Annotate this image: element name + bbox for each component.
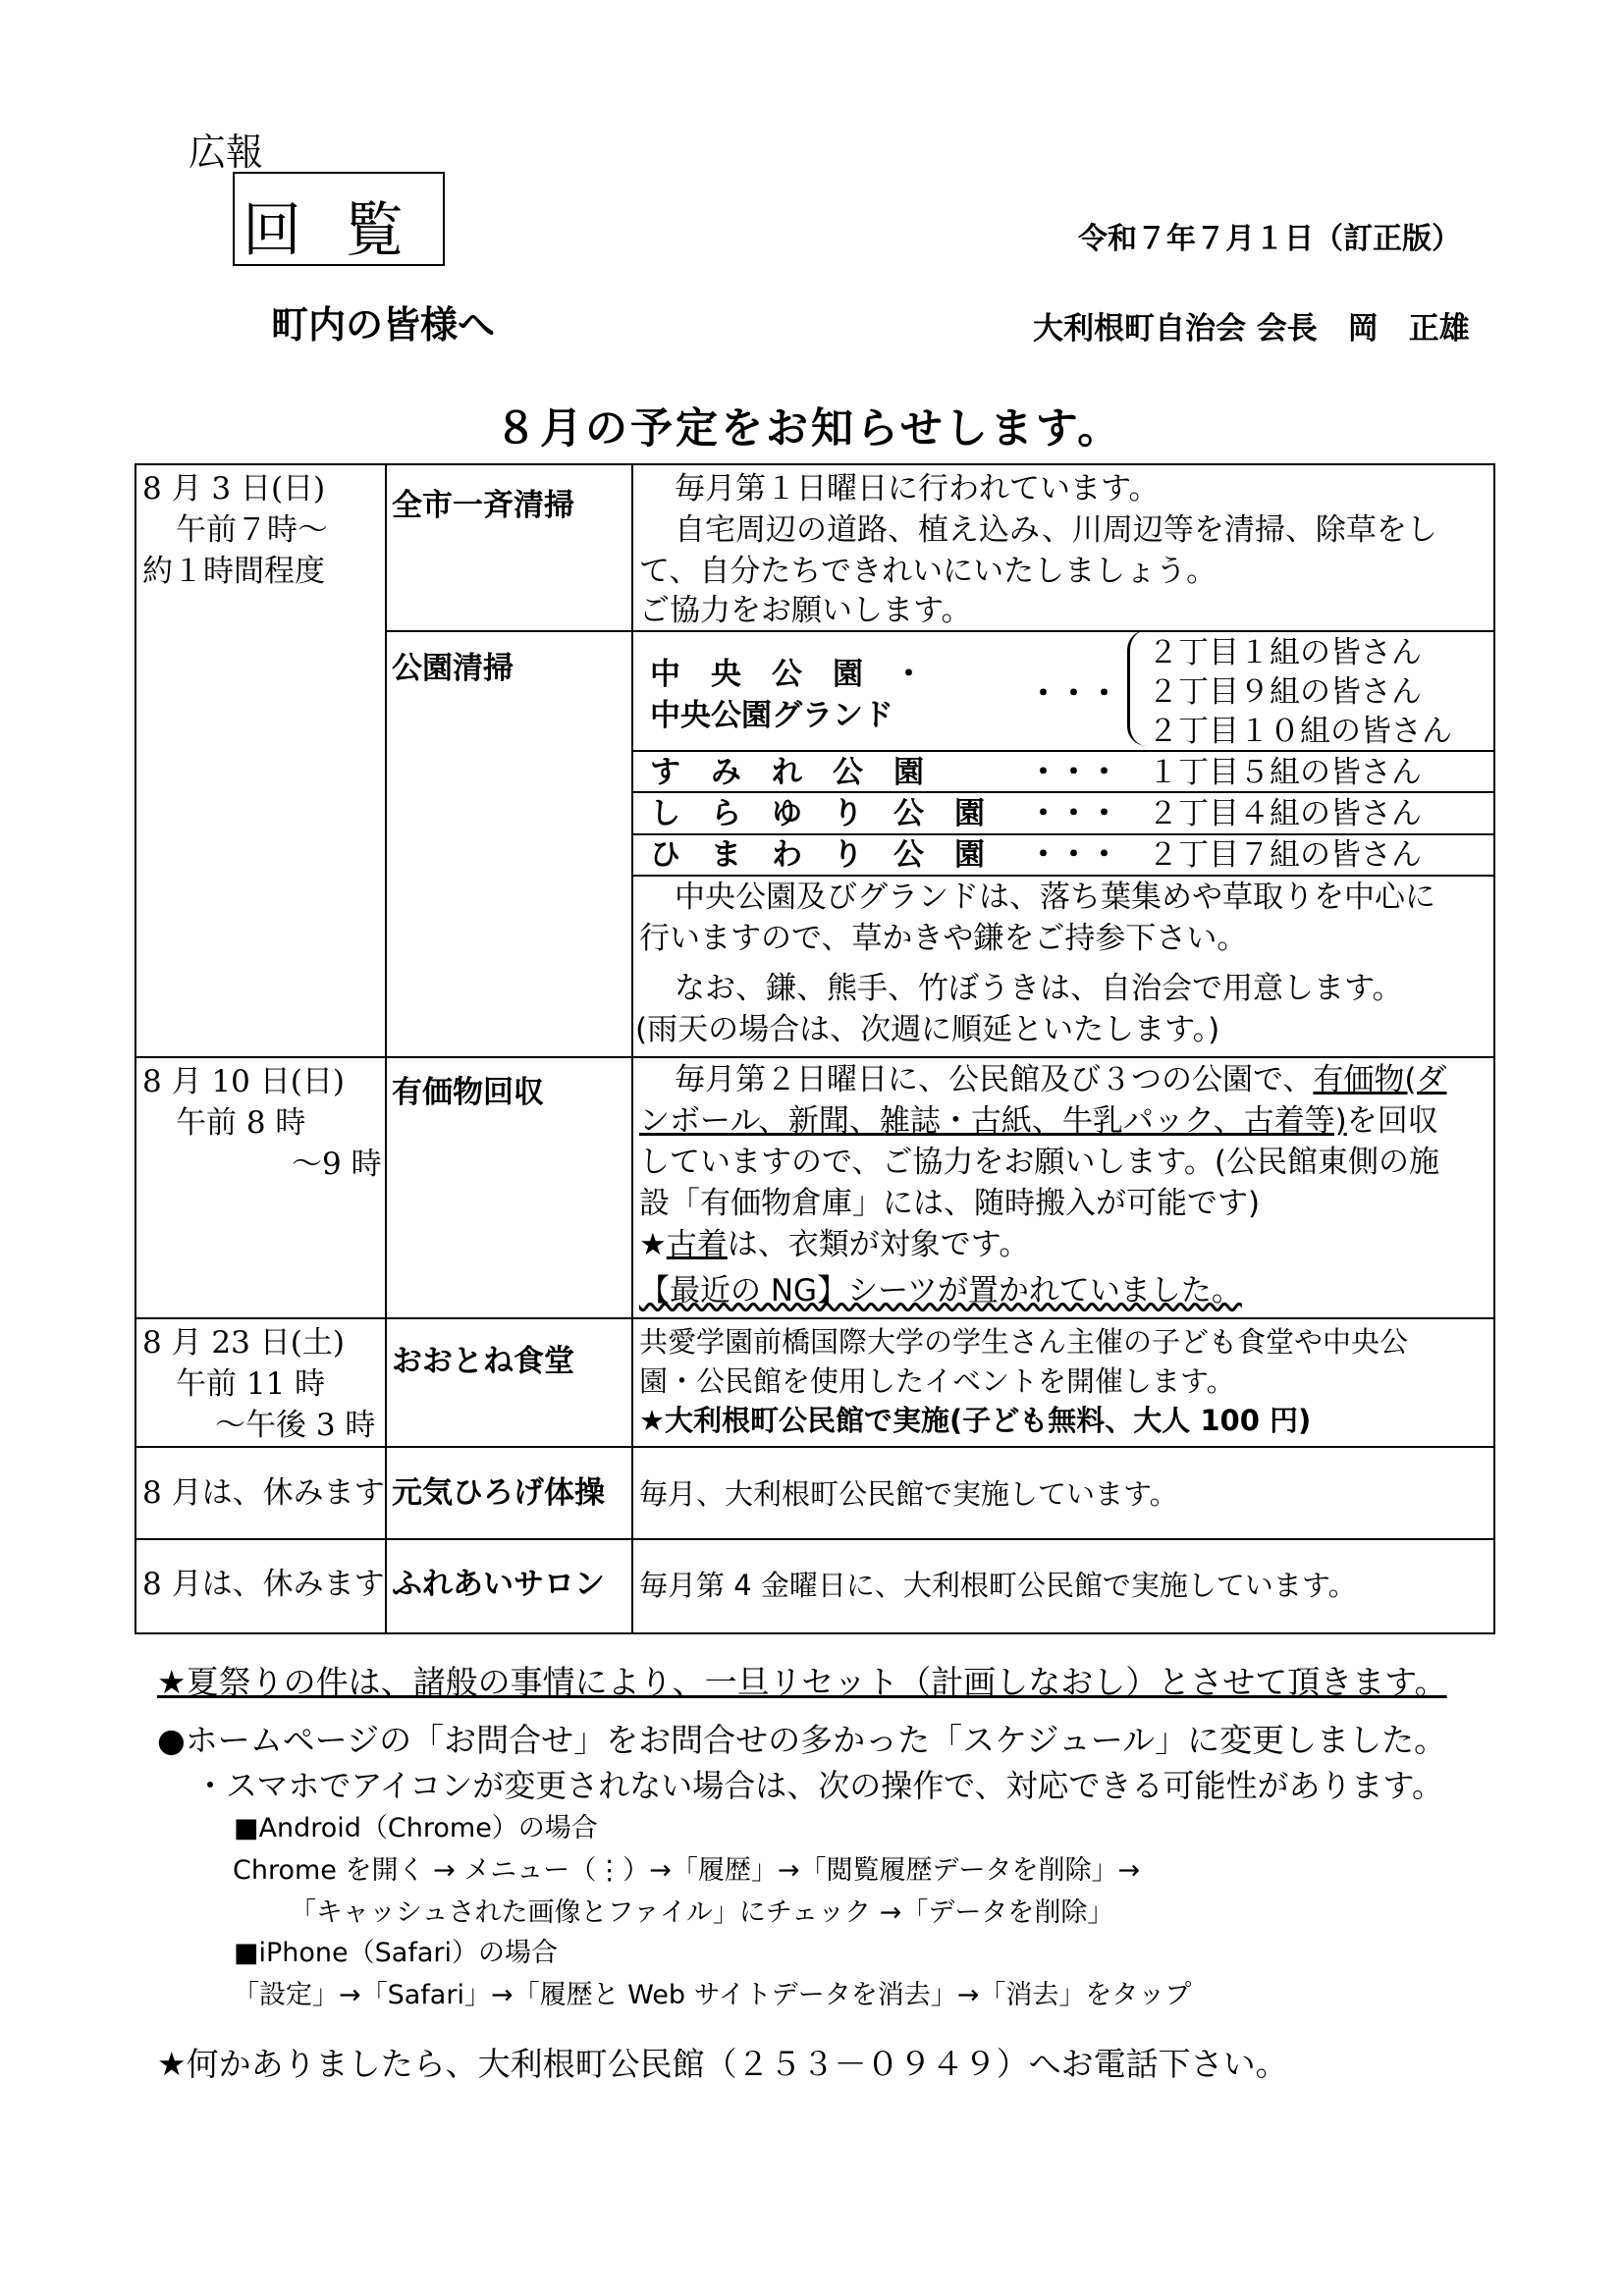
aug23-date-line3: ～午後 3 時	[215, 1408, 376, 1443]
aug3-date-line2: 午前７時～	[176, 512, 328, 548]
park-shirayuri-dots: ・・・	[1028, 796, 1119, 831]
summer-festival-note: ★夏祭りの件は、諸般の事情により、一旦リセット（計画しなおし）とさせて頂きます。	[157, 1663, 1447, 1701]
group-2-1: ２丁目１組の皆さん	[1148, 635, 1422, 670]
park-note-line3: なお、鎌、熊手、竹ぼうきは、自治会で用意します。	[675, 971, 1403, 1006]
smartphone-note: ・スマホでアイコンが変更されない場合は、次の操作で、対応できる可能性があります。	[194, 1767, 1444, 1804]
event-koen-seiso: 公園清掃	[392, 651, 514, 686]
park-note-line1: 中央公園及びグランドは、落ち葉集めや草取りを中心に	[675, 880, 1435, 915]
event-fureai-salon: ふれあいサロン	[392, 1567, 605, 1602]
android-heading: ■Android（Chrome）の場合	[234, 1813, 598, 1843]
park-himawari-dots: ・・・	[1028, 837, 1119, 873]
page-title: ８月の予定をお知らせします。	[495, 404, 1123, 454]
event-zenshi-seiso: 全市一斉清掃	[392, 488, 574, 523]
park-chuo-dots: ・・・	[1028, 676, 1119, 712]
yukabutsu-line5: ★古着は、衣類が対象です。	[639, 1227, 1030, 1262]
aug10-date-line1: 8 月 10 日(日)	[142, 1064, 345, 1099]
android-step1: Chrome を開く → メニュー（⋮）→「履歴」→「閲覧履歴データを削除」→	[233, 1855, 1141, 1886]
issue-date: 令和７年７月１日（訂正版）	[1078, 222, 1461, 256]
shokudo-line1: 共愛学園前橋国際大学の学生さん主催の子ども食堂や中央公	[639, 1325, 1409, 1359]
android-step2: 「キャッシュされた画像とファイル」にチェック →「データを削除」	[290, 1897, 1114, 1928]
aug10-date-line3: ～9 時	[292, 1147, 382, 1182]
aug10-date-line2: 午前 8 時	[176, 1105, 306, 1141]
row-divider	[136, 1538, 1493, 1540]
row-divider	[136, 1056, 1493, 1058]
column-divider	[631, 465, 633, 1632]
group-2-10: ２丁目１０組の皆さん	[1148, 714, 1452, 749]
addressee: 町内の皆様へ	[271, 303, 496, 347]
event-yukabutsu: 有価物回収	[392, 1075, 544, 1110]
koho-label: 広報	[189, 131, 264, 174]
genki-date: 8 月は、休みます	[142, 1475, 385, 1511]
zenshi-desc-line3: て、自分たちできれいにいたしましょう。	[639, 554, 1217, 589]
park-note-line4: (雨天の場合は、次週に順延といたします。)	[635, 1012, 1220, 1047]
event-otone-shokudo: おおとね食堂	[392, 1344, 574, 1379]
salon-date: 8 月は、休みます	[142, 1567, 385, 1602]
row-divider	[136, 1317, 1493, 1319]
group-1-5: １丁目５組の皆さん	[1148, 755, 1422, 790]
event-genki-taiso: 元気ひろげ体操	[392, 1475, 605, 1511]
park-shirayuri: し ら ゆ り 公 園	[650, 796, 985, 831]
kairan-title: 回覧	[243, 196, 447, 265]
row-divider	[136, 1446, 1493, 1448]
homepage-note: ●ホームページの「お問合せ」をお問合せの多かった「スケジュール」に変更しました。	[157, 1721, 1447, 1759]
column-divider	[385, 465, 387, 1632]
aug23-date-line2: 午前 11 時	[176, 1366, 326, 1402]
park-sumire-dots: ・・・	[1028, 755, 1119, 790]
zenshi-desc-line1: 毎月第１日曜日に行われています。	[675, 471, 1160, 507]
shokudo-line3: ★大利根町公民館で実施(子ども無料、大人 100 円)	[639, 1404, 1312, 1437]
yukabutsu-line1: 毎月第２日曜日に、公民館及び３つの公園で、有価物(ダ	[675, 1062, 1447, 1097]
genki-desc: 毎月、大利根町公民館で実施しています。	[639, 1477, 1178, 1511]
yukabutsu-line2: ンボール、新聞、雑誌・古紙、牛乳パック、古着等)を回収	[639, 1103, 1438, 1139]
park-note-line2: 行いますので、草かきや鎌をご持参下さい。	[639, 921, 1248, 956]
shokudo-line2: 園・公民館を使用したイベントを開催します。	[639, 1364, 1235, 1398]
park-himawari: ひ ま わ り 公 園	[650, 837, 985, 873]
group-2-9: ２丁目９組の皆さん	[1148, 674, 1422, 710]
salon-desc: 毎月第 4 金曜日に、大利根町公民館で実施しています。	[639, 1569, 1357, 1602]
aug3-date-line1: 8 月 3 日(日)	[142, 471, 326, 507]
group-2-7: ２丁目７組の皆さん	[1148, 837, 1422, 873]
sender: 大利根町自治会 会長 岡 正雄	[1033, 311, 1470, 347]
contact-note: ★何かありましたら、大利根町公民館（２５３－０９４９）へお電話下さい。	[157, 2045, 1288, 2083]
group-2-4: ２丁目４組の皆さん	[1148, 796, 1422, 831]
schedule-table	[135, 463, 1495, 1634]
yukabutsu-line3: していますので、ご協力をお願いします。(公民館東側の施	[639, 1145, 1439, 1180]
park-chuo: 中 央 公 園 ・	[650, 657, 924, 692]
iphone-step1: 「設定」→「Safari」→「履歴と Web サイトデータを消去」→「消去」をタップ	[233, 1980, 1192, 2010]
iphone-heading: ■iPhone（Safari）の場合	[234, 1938, 558, 1968]
yukabutsu-line6: 【最近の NG】シーツが置かれていました。	[639, 1273, 1242, 1308]
aug3-date-line3: 約１時間程度	[142, 554, 325, 589]
park-chuo-ground: 中央公園グランド	[650, 698, 893, 733]
yukabutsu-line4: 設「有価物倉庫」には、随時搬入が可能です)	[639, 1186, 1261, 1221]
zenshi-desc-line4: ご協力をお願いします。	[639, 593, 972, 628]
zenshi-desc-line2: 自宅周辺の道路、植え込み、川周辺等を清掃、除草をし	[675, 512, 1437, 548]
aug23-date-line1: 8 月 23 日(土)	[142, 1325, 345, 1361]
park-sumire: す み れ 公 園	[650, 755, 924, 790]
